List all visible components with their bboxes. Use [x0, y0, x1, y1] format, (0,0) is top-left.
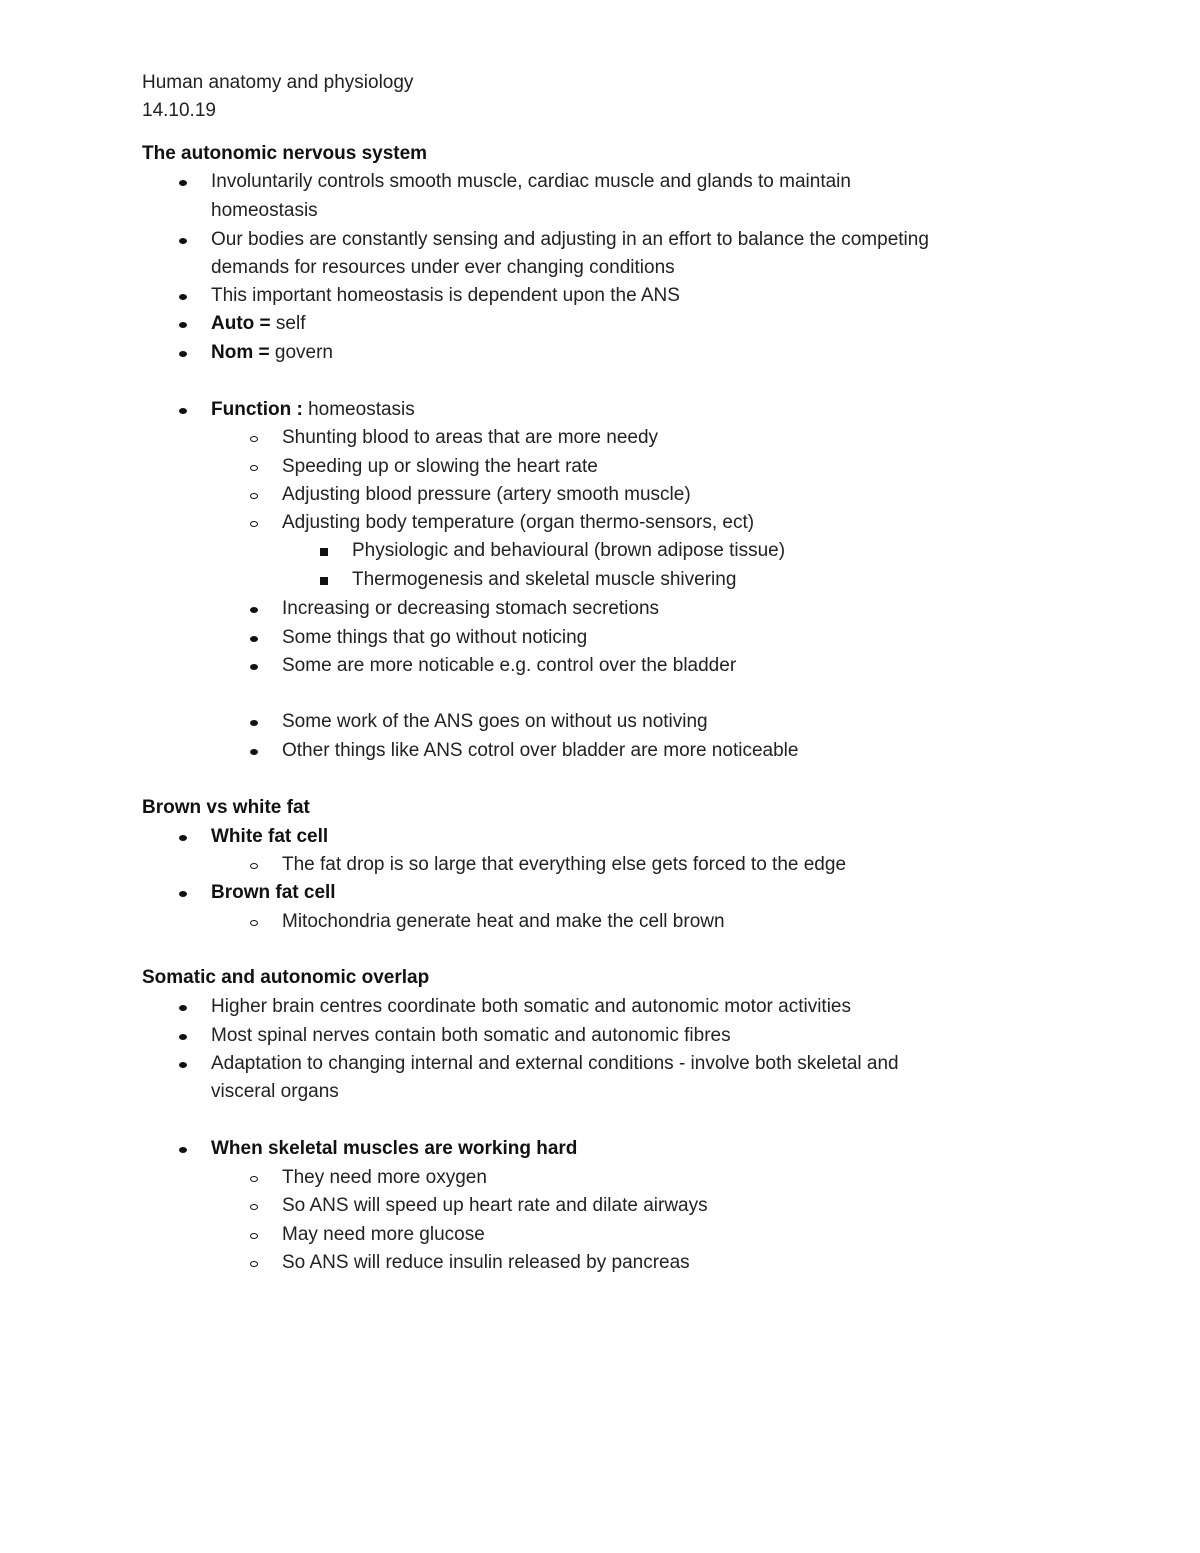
- list-subitem: Other things like ANS cotrol over bladder are more noticeable: [282, 740, 799, 761]
- bullet-disc-icon: [179, 891, 187, 897]
- bullet-disc-icon: [179, 1034, 187, 1040]
- list-subitem: Increasing or decreasing stomach secretions: [282, 598, 660, 619]
- bullet-disc-icon: [179, 351, 187, 357]
- list-item: Involuntarily controls smooth muscle, cardiac muscle and glands to maintain: [211, 171, 851, 192]
- bullet-circle-icon: [250, 1261, 258, 1267]
- term-label: Nom =: [211, 342, 275, 363]
- list-subitem: So ANS will speed up heart rate and dilate airways: [282, 1195, 708, 1216]
- document-title: Human anatomy and physiology: [142, 72, 414, 93]
- list-item: Brown fat cell: [211, 882, 336, 903]
- bullet-disc-icon: [179, 180, 187, 186]
- bullet-square-icon: [320, 577, 328, 585]
- bullet-disc-icon: [250, 720, 258, 726]
- list-subsubitem: Physiologic and behavioural (brown adipose tissue): [352, 540, 786, 561]
- bullet-disc-icon: [179, 408, 187, 414]
- bullet-circle-icon: [250, 1233, 258, 1239]
- list-subitem: Some things that go without noticing: [282, 627, 588, 648]
- section-heading-ans: The autonomic nervous system: [142, 143, 428, 164]
- section-heading-overlap: Somatic and autonomic overlap: [142, 967, 430, 988]
- bullet-disc-icon: [179, 294, 187, 300]
- list-item-continuation: demands for resources under ever changing conditions: [211, 257, 675, 278]
- list-item: [211, 396, 415, 424]
- term-label: Auto =: [211, 313, 276, 334]
- section-heading-fat: Brown vs white fat: [142, 797, 310, 818]
- list-subitem: Some work of the ANS goes on without us notiving: [282, 711, 708, 732]
- list-item: [211, 310, 306, 338]
- bullet-disc-icon: [250, 636, 258, 642]
- bullet-circle-icon: [250, 863, 258, 869]
- bullet-disc-icon: [179, 1005, 187, 1011]
- term-label: Function :: [211, 399, 309, 420]
- list-item-continuation: visceral organs: [211, 1081, 339, 1102]
- bullet-square-icon: [320, 548, 328, 556]
- document-date: 14.10.19: [142, 100, 216, 121]
- list-item: [211, 339, 333, 367]
- list-item-continuation: homeostasis: [211, 200, 318, 221]
- list-subitem: Speeding up or slowing the heart rate: [282, 456, 598, 477]
- list-subitem: Adjusting body temperature (organ thermo-sensors, ect): [282, 512, 755, 533]
- list-subitem: May need more glucose: [282, 1224, 485, 1245]
- bullet-disc-icon: [250, 664, 258, 670]
- bullet-disc-icon: [179, 835, 187, 841]
- list-subitem: Adjusting blood pressure (artery smooth muscle): [282, 484, 691, 505]
- list-item: Our bodies are constantly sensing and adjusting in an effort to balance the competing: [211, 229, 929, 250]
- list-subitem: Mitochondria generate heat and make the cell brown: [282, 911, 725, 932]
- bullet-disc-icon: [179, 1062, 187, 1068]
- bullet-circle-icon: [250, 1176, 258, 1182]
- term-definition: govern: [274, 342, 333, 363]
- list-item: White fat cell: [211, 826, 329, 847]
- bullet-circle-icon: [250, 465, 258, 471]
- bullet-disc-icon: [179, 1147, 187, 1153]
- bullet-circle-icon: [250, 436, 258, 442]
- list-item: Adaptation to changing internal and external conditions - involve both skeletal and: [211, 1053, 899, 1074]
- list-item: This important homeostasis is dependent upon the ANS: [211, 285, 680, 306]
- list-item: Higher brain centres coordinate both somatic and autonomic motor activities: [211, 996, 851, 1017]
- list-subitem: So ANS will reduce insulin released by pancreas: [282, 1252, 690, 1273]
- term-definition: homeostasis: [308, 399, 415, 420]
- list-subitem: The fat drop is so large that everything else gets forced to the edge: [282, 854, 847, 875]
- term-definition: self: [275, 313, 306, 334]
- list-subitem: Shunting blood to areas that are more needy: [282, 427, 659, 448]
- bullet-circle-icon: [250, 493, 258, 499]
- bullet-circle-icon: [250, 1204, 258, 1210]
- bullet-disc-icon: [250, 607, 258, 613]
- bullet-disc-icon: [250, 749, 258, 755]
- bullet-circle-icon: [250, 920, 258, 926]
- list-subitem: Some are more noticable e.g. control over the bladder: [282, 655, 737, 676]
- list-subsubitem: Thermogenesis and skeletal muscle shivering: [352, 569, 737, 590]
- bullet-circle-icon: [250, 521, 258, 527]
- bullet-disc-icon: [179, 322, 187, 328]
- bullet-disc-icon: [179, 238, 187, 244]
- list-item: Most spinal nerves contain both somatic and autonomic fibres: [211, 1025, 731, 1046]
- list-subitem: They need more oxygen: [282, 1167, 487, 1188]
- list-item: When skeletal muscles are working hard: [211, 1138, 578, 1159]
